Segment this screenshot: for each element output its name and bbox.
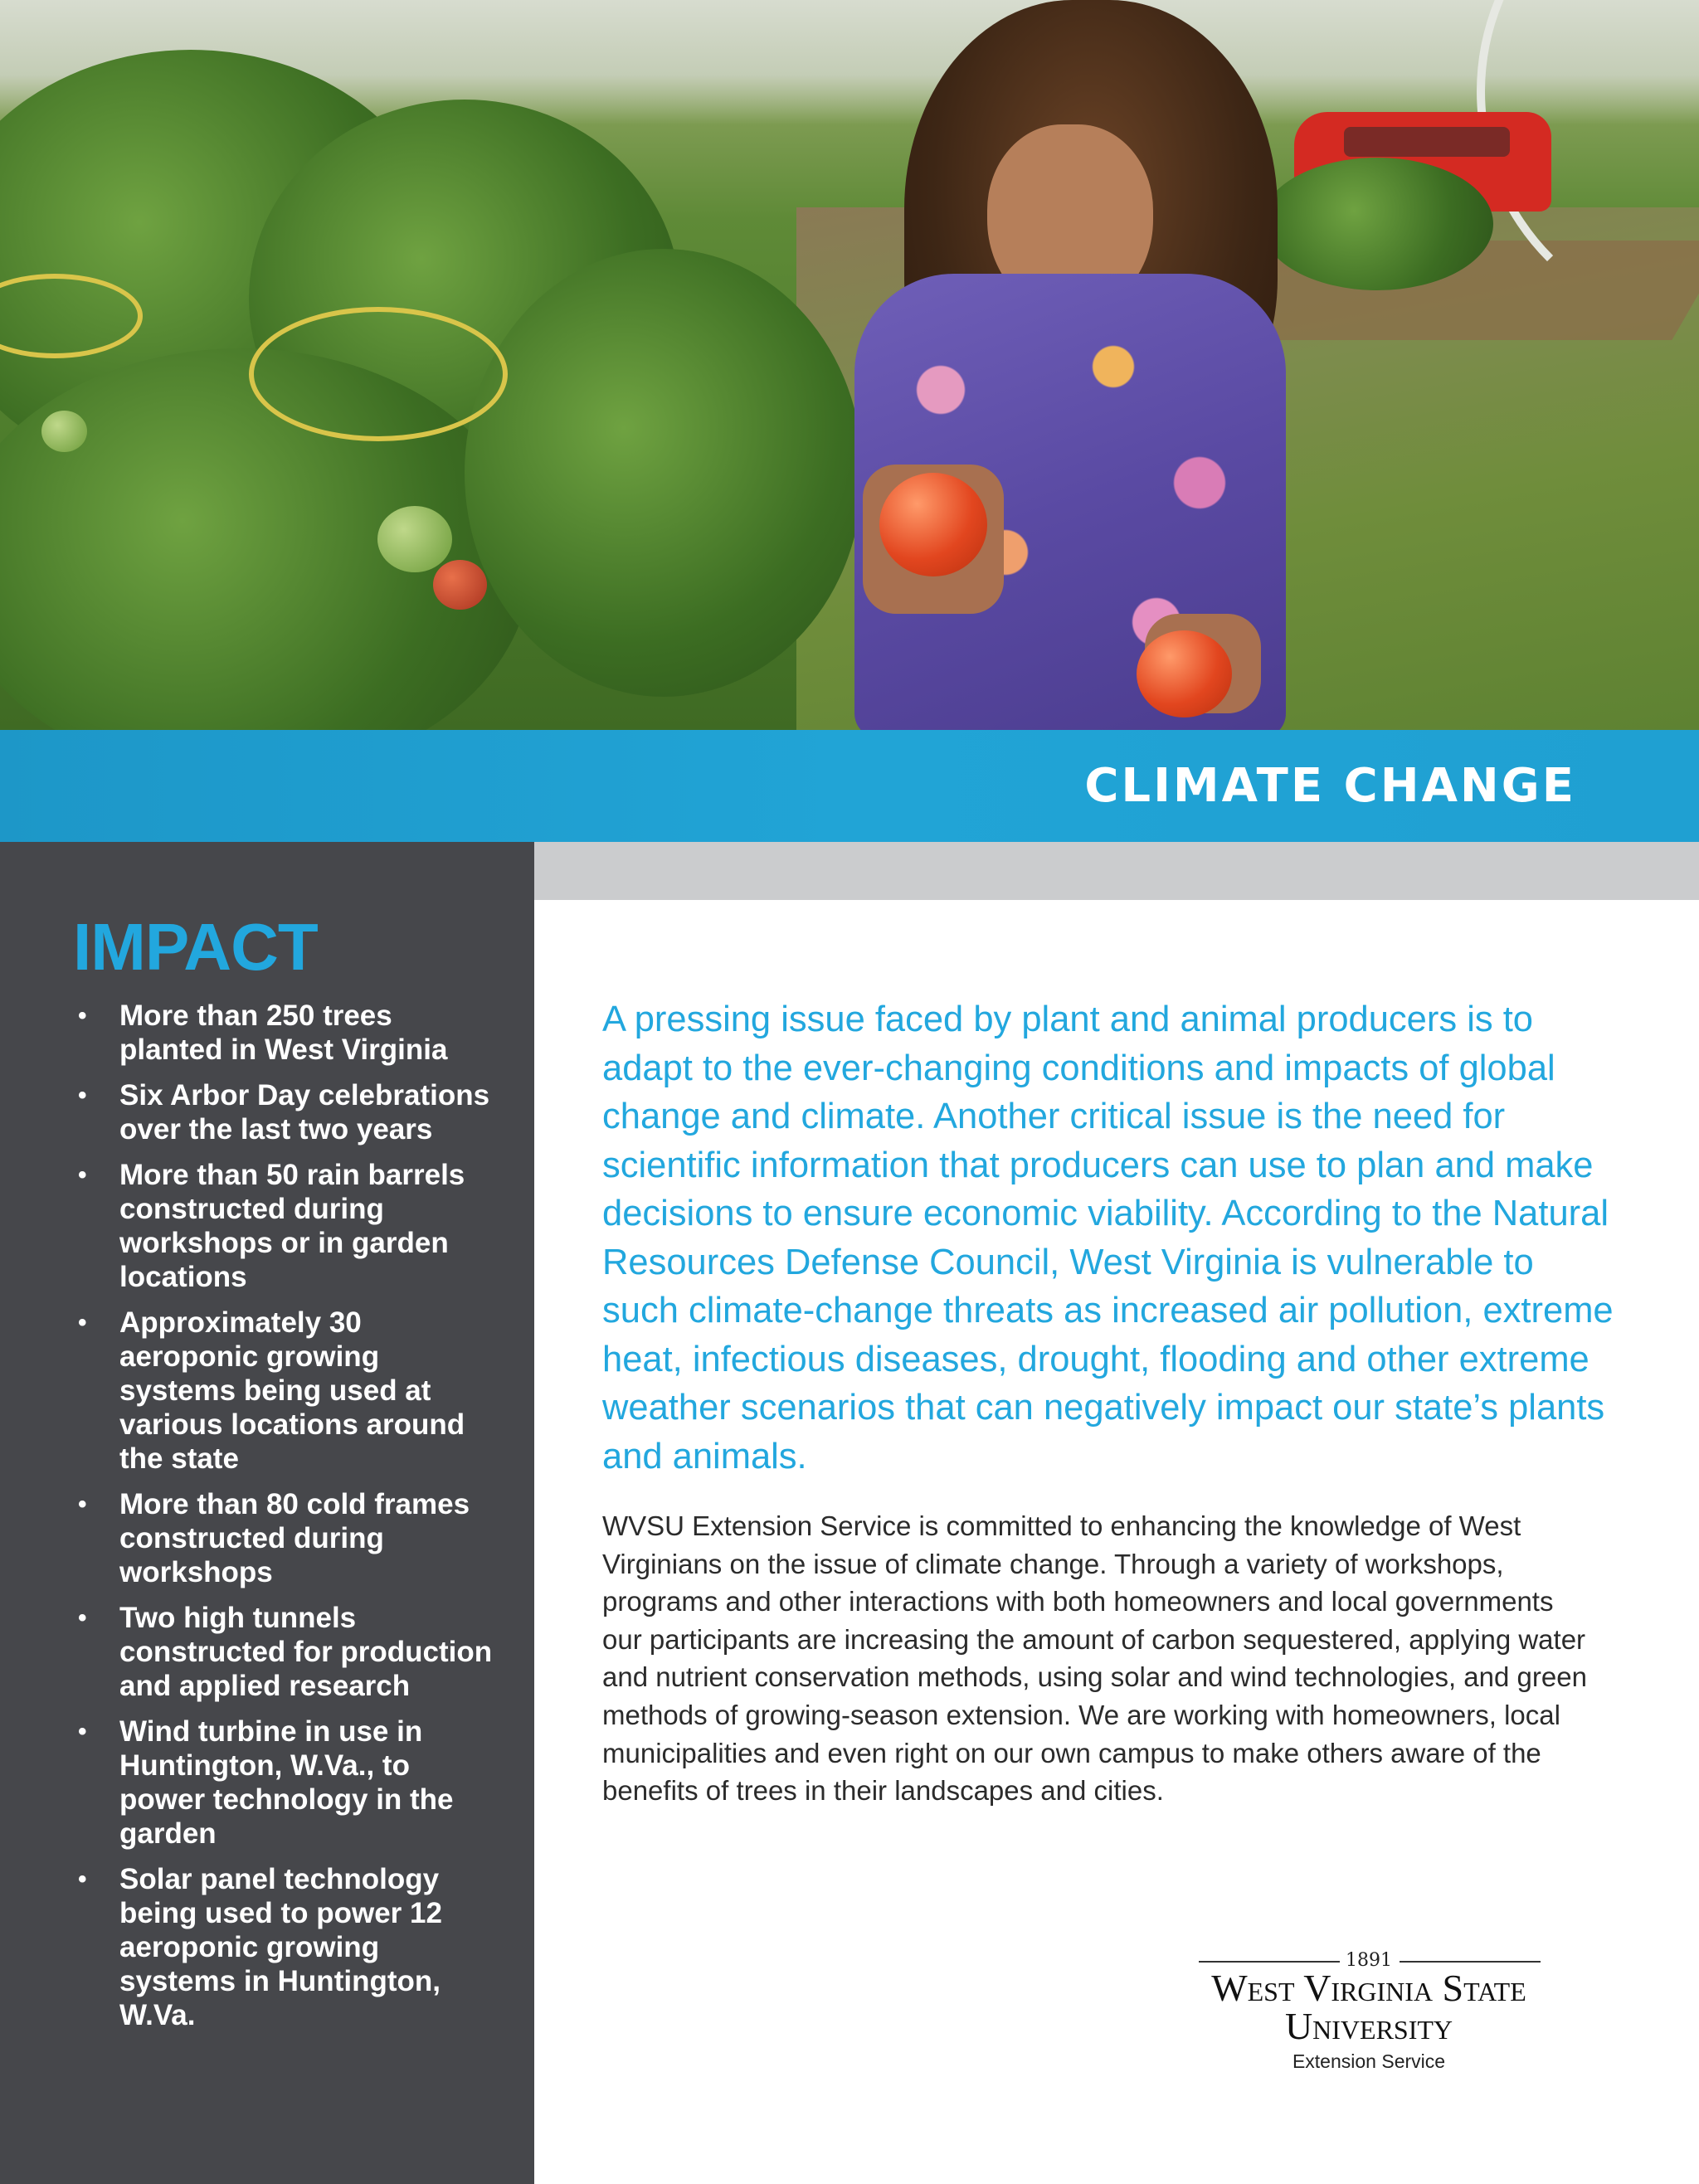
body-paragraph: WVSU Extension Service is committed to enhancing the knowledge of West Virginians on the issue of climate change. Through a variety of workshops, programs and other interactions with both homeowners and local governments our participants are increasing the amount of carbon sequestered, applying water and nutrient conservation methods, using solar and wind technologies, and green methods of growing-season extension. We are working with homeowners, local municipalities and even right on our own campus to make others aware of the benefits of trees in their landscapes and cities. — [602, 1510, 1587, 1807]
impact-item — [76, 999, 499, 1067]
tomato-cage — [249, 307, 508, 441]
bullet-icon: • — [78, 1002, 87, 1029]
held-tomato — [879, 473, 987, 576]
impact-item — [76, 1715, 499, 1851]
impact-item-text: Two high tunnels constructed for production and applied research — [119, 1602, 493, 1702]
bullet-icon: • — [78, 1491, 87, 1518]
hero-photo — [0, 0, 1699, 730]
green-tomato — [41, 411, 87, 452]
green-tomato — [377, 506, 452, 572]
logo-name-line2: University — [1284, 2005, 1453, 2047]
impact-item — [76, 1862, 499, 2032]
impact-item-text: More than 250 trees planted in West Virginia — [119, 1000, 448, 1066]
tomato-plant — [465, 249, 863, 697]
impact-sidebar — [0, 842, 534, 2184]
impact-item — [76, 1158, 499, 1294]
impact-item — [76, 1487, 499, 1589]
impact-item-text: More than 80 cold frames constructed during workshops — [119, 1488, 470, 1588]
shrub — [1261, 158, 1493, 290]
section-divider-strip — [534, 842, 1699, 900]
bullet-icon: • — [78, 1309, 87, 1336]
held-tomato — [1137, 630, 1232, 717]
impact-item-text: Wind turbine in use in Huntington, W.Va., to power technology in the garden — [119, 1715, 454, 1850]
bullet-icon: • — [78, 1865, 87, 1893]
title-band — [0, 730, 1699, 842]
bullet-icon: • — [78, 1604, 87, 1632]
logo-name-line1: West Virginia State — [1211, 1967, 1526, 2009]
bullet-icon: • — [78, 1718, 87, 1745]
lead-paragraph: A pressing issue faced by plant and animal producers is to adapt to the ever-changing conditions and impacts of global change and climate. Another critical issue is the need for scientific information that producers can use to plan and make decisions to ensure economic viability. According to the Natural Resources Defense Council, West Virginia is vulnerable to such climate-change threats as increased air pollution, extreme heat, infectious diseases, drought, flooding and other extreme weather scenarios that can negatively impact our state’s plants and animals. — [602, 1000, 1614, 1476]
logo-year: 1891 — [1346, 1950, 1392, 1971]
red-tomato — [433, 560, 487, 610]
impact-item — [76, 1601, 499, 1703]
impact-item — [76, 1078, 499, 1146]
impact-list — [76, 999, 499, 2044]
logo-subtitle: Extension Service — [1292, 2050, 1446, 2072]
impact-item-text: Approximately 30 aeroponic growing systems being used at various locations around the state — [119, 1306, 465, 1475]
impact-item-text: Solar panel technology being used to power 12 aeroponic growing systems in Huntington, W.Va. — [119, 1863, 442, 2031]
bullet-icon: • — [78, 1161, 87, 1189]
impact-item-text: Six Arbor Day celebrations over the last two years — [119, 1079, 490, 1146]
page-title: CLIMATE CHANGE — [1084, 759, 1576, 813]
impact-heading: IMPACT — [73, 910, 318, 984]
impact-item-text: More than 50 rain barrels constructed during workshops or in garden locations — [119, 1159, 465, 1293]
university-logo — [1182, 1948, 1555, 2080]
bullet-icon: • — [78, 1082, 87, 1109]
impact-item — [76, 1306, 499, 1476]
